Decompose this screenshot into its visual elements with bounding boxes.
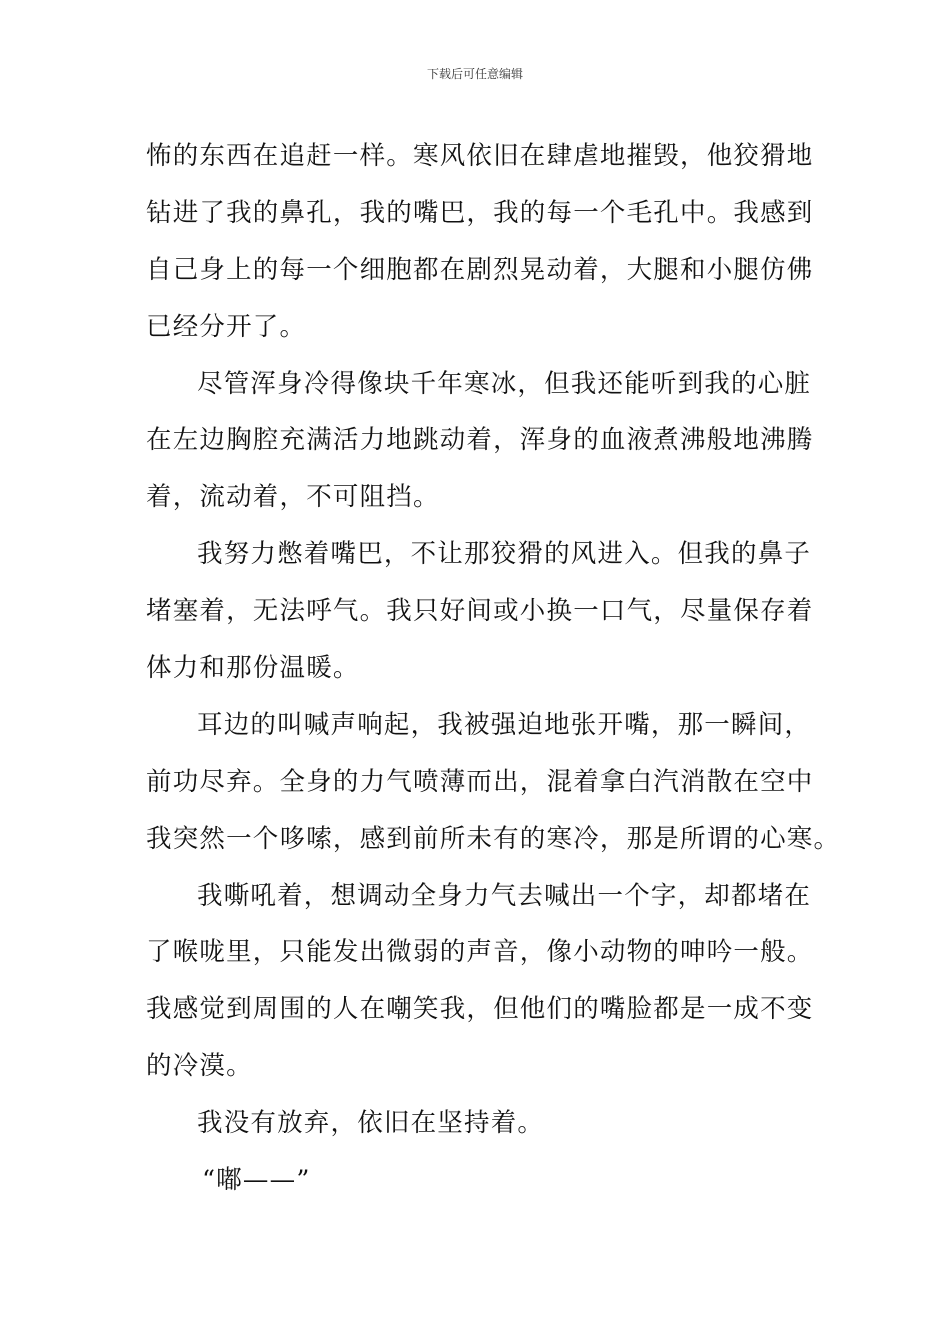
text-line: 堵塞着，无法呼气。我只好间或小换一口气，尽量保存着: [146, 596, 814, 627]
text-line: 我突然一个哆嗦，感到前所未有的寒冷，那是所谓的心寒。: [146, 823, 841, 854]
text-line: 前功尽弃。全身的力气喷薄而出，混着拿白汽消散在空中: [146, 766, 814, 797]
text-line: 钻进了我的鼻孔，我的嘴巴，我的每一个毛孔中。我感到: [146, 197, 814, 228]
document-body: [146, 128, 841, 1209]
text-line: 自己身上的每一个细胞都在剧烈晃动着，大腿和小腿仿佛: [146, 254, 814, 285]
text-line: 着，流动着，不可阻挡。: [146, 482, 440, 513]
text-line: 了喉咙里，只能发出微弱的声音，像小动物的呻吟一般。: [146, 937, 814, 968]
dialogue-line: “嘟——”: [202, 1165, 311, 1196]
paragraph-start-line: 我努力憋着嘴巴，不让那狡猾的风进入。但我的鼻子: [197, 539, 812, 570]
paragraph-start-line: 我没有放弃，依旧在坚持着。: [197, 1108, 545, 1139]
text-line: 已经分开了。: [146, 311, 307, 342]
text-line: 体力和那份温暖。: [146, 653, 360, 684]
text-line: 在左边胸腔充满活力地跳动着，浑身的血液煮沸般地沸腾: [146, 425, 814, 456]
text-line: 的冷漠。: [146, 1051, 253, 1082]
paragraph-start-line: 耳边的叫喊声响起，我被强迫地张开嘴，那一瞬间，: [197, 709, 812, 740]
text-line: 怖的东西在追赶一样。寒风依旧在肆虐地摧毁，他狡猾地: [146, 141, 814, 171]
paragraph-start-line: 尽管浑身冷得像块千年寒冰，但我还能听到我的心脏: [197, 368, 812, 399]
text-line: 我感觉到周围的人在嘲笑我，但他们的嘴脸都是一成不变: [146, 994, 814, 1025]
page-header: 下载后可任意编辑: [426, 67, 523, 81]
paragraph-start-line: 我嘶吼着，想调动全身力气去喊出一个字，却都堵在: [197, 880, 812, 911]
